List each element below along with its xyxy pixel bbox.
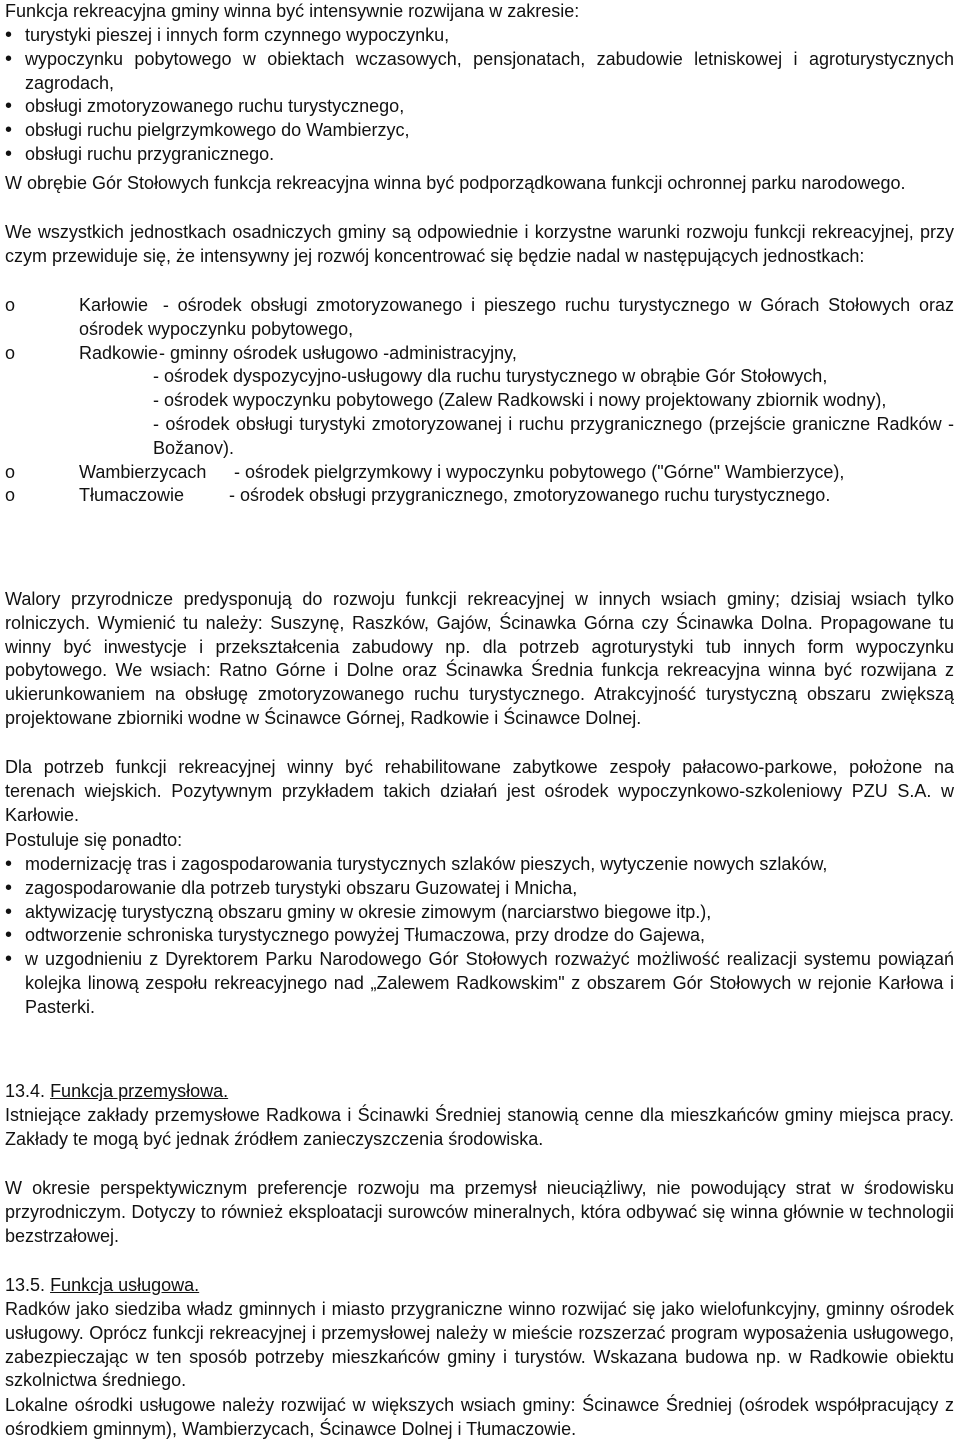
section-number: 13.4. [5, 1081, 46, 1101]
paragraph: W okresie perspektywicznym preferencje rozwoju ma przemysł nieuciążliwy, nie powodujący strat w środowisku przyrodniczym. Dotyczy to również eksploatacji surowców mineralnych, która odbywać się winna głównie w technologii bezstrzałowej. [5, 1178, 954, 1246]
postulates-bullet-list [5, 853, 954, 1020]
sub-item: - ośrodek wypoczynku pobytowego (Zalew Radkowski i nowy projektowany zbiornik wodny), [153, 390, 887, 411]
list-item: • odtworzenie schroniska turystycznego powyżej Tłumaczowa, przy drodze do Gajewa, [5, 924, 954, 948]
unit-name: Wambierzycach [79, 461, 207, 482]
list-item: • modernizację tras i zagospodarowania turystycznych szlaków pieszych, wytyczenie nowych szlaków, [5, 853, 954, 877]
list-item: • w uzgodnieniu z Dyrektorem Parku Narodowego Gór Stołowych rozważyć możliwość realizacji systemu powiązań kolejka linową zespołu rekreacyjnego nad „Zalewem Radkowskim" z obszarem Gór Stołowych w rejonie Karłowa i Pasterki. [5, 948, 954, 1019]
list-item: • wypoczynku pobytowego w obiektach wczasowych, pensjonatach, zabudowie letniskowej i agroturystycznych zagrodach, [5, 48, 954, 96]
list-item [5, 294, 954, 342]
paragraph: We wszystkich jednostkach osadniczych gminy są odpowiednie i korzystne warunki rozwoju funkcji rekreacyjnej, przy czym przewiduje się, że intensywny jej rozwój koncentrować się będzie nadal w następujących jednostkach: [5, 222, 954, 266]
list-item [5, 461, 954, 485]
paragraph: Postuluje się ponadto: [5, 830, 183, 850]
sub-item: - ośrodek obsługi turystyki zmotoryzowanej i ruchu przygranicznego (przejście graniczne Radków - Božanov). [153, 413, 954, 458]
settlement-units-list [5, 294, 954, 508]
list-item: • aktywizację turystyczną obszaru gminy w okresie zimowym (narciarstwo biegowe itp.), [5, 901, 954, 925]
unit-description: - ośrodek obsługi przygranicznego, zmotoryzowanego ruchu turystycznego. [229, 485, 831, 506]
list-item [5, 484, 954, 508]
paragraph: Walory przyrodnicze predysponują do rozwoju funkcji rekreacyjnej w innych wsiach gminy; dzisiaj wsiach tylko rolniczych. Wymienić tu należy: Suszynę, Raszków, Gajów, Ścinawka Górna czy Ścinawka Dolna. Propagowane tu winny być inwestycje i przekształcenia zabudowy np. dla potrzeb agroturystyki tub innych form wypoczynku pobytowego. We wsiach: Ratno Górne i Dolne oraz Ścinawka Średnia funkcja rekreacyjna winna być rozwijana z ukierunkowaniem na obsługę zmotoryzowanego ruchu turystycznego. Atrakcyjność turystyczną obszaru zwiększą projektowane zbiorniki wodne w Ścinawce Górnej, Radkowie i Ścinawce Dolnej. [5, 589, 954, 728]
paragraph: W obrębie Gór Stołowych funkcja rekreacyjna winna być podporządkowana funkcji ochronnej parku narodowego. [5, 173, 906, 193]
list-marker: o [5, 342, 16, 363]
paragraph: Istniejące zakłady przemysłowe Radkowa i Ścinawki Średniej stanowią cenne dla mieszkańców gminy miejsca pracy. Zakłady te mogą być jednak źródłem zanieczyszczenia środowiska. [5, 1105, 954, 1149]
list-item: • obsługi ruchu przygranicznego. [5, 143, 954, 167]
list-item: • obsługi zmotoryzowanego ruchu turystycznego, [5, 95, 954, 119]
unit-name: Karłowie [79, 295, 149, 315]
paragraph: Radków jako siedziba władz gminnych i miasto przygraniczne winno rozwijać się jako wielofunkcyjny, gminny ośrodek usługowy. Oprócz funkcji rekreacyjnej i przemysłowej należy w mieście rozszerzać program wyposażenia usługowego, zabezpieczając w ten sposób potrzeby mieszkańców gminy i turystów. Wskazana budowa np. w Radkowie obiektu szkolnictwa średniego. [5, 1299, 954, 1391]
list-item: • turystyki pieszej i innych form czynnego wypoczynku, [5, 24, 954, 48]
paragraph: Lokalne ośrodki usługowe należy rozwijać w większych wsiach gminy: Ścinawce Średniej (ośrodek współpracujący z ośrodkiem gminnym), Wambierzycach, Ścinawce Dolnej i Tłumaczowie. [5, 1395, 954, 1439]
section-heading [5, 1080, 954, 1104]
section-title: Funkcja przemysłowa. [50, 1081, 229, 1101]
recreation-bullet-list [5, 24, 954, 167]
intro-text: Funkcja rekreacyjna gminy winna być intensywnie rozwijana w zakresie: [5, 1, 580, 21]
list-item [5, 342, 954, 461]
list-item: • zagospodarowanie dla potrzeb turystyki obszaru Guzowatej i Mnicha, [5, 877, 954, 901]
list-item: • obsługi ruchu pielgrzymkowego do Wambierzyc, [5, 119, 954, 143]
unit-name: Tłumaczowie [79, 485, 185, 506]
section-number: 13.5. [5, 1275, 46, 1295]
sub-item: - ośrodek dyspozycyjno-usługowy dla ruchu turystycznego w obrąbie Gór Stołowych, [153, 366, 828, 387]
unit-description: - gminny ośrodek usługowo -administracyjny, [159, 342, 517, 363]
list-marker: o [5, 485, 16, 506]
list-marker: o [5, 295, 16, 315]
unit-name: Radkowie [79, 342, 159, 363]
section-heading [5, 1274, 954, 1298]
list-marker: o [5, 461, 16, 482]
unit-description: - ośrodek pielgrzymkowy i wypoczynku pobytowego ("Górne" Wambierzyce), [234, 461, 845, 482]
unit-description: - ośrodek obsługi zmotoryzowanego i pieszego ruchu turystycznego w Górach Stołowych oraz ośrodek wypoczynku pobytowego, [79, 295, 954, 339]
section-title: Funkcja usługowa. [50, 1275, 200, 1295]
paragraph: Dla potrzeb funkcji rekreacyjnej winny być rehabilitowane zabytkowe zespoły pałacowo-parkowe, położone na terenach wiejskich. Pozytywnym przykładem takich działań jest ośrodek wypoczynkowo-szkoleniowy PZU S.A. w Karłowie. [5, 757, 954, 825]
